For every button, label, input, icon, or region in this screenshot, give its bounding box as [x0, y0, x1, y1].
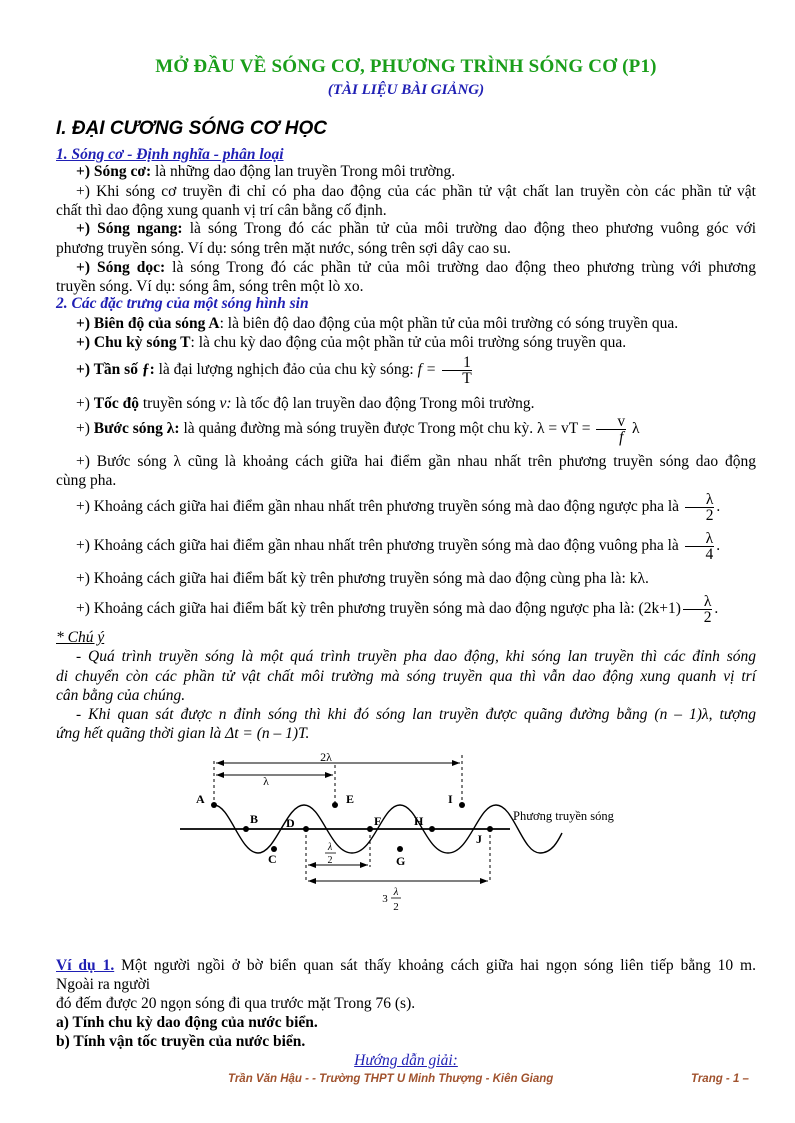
three-coef: 3 — [382, 893, 388, 905]
three-half-den: 2 — [393, 901, 399, 913]
guide-heading: Hướng dẫn giải: — [354, 1052, 458, 1069]
point-J: J — [476, 832, 482, 846]
page-subtitle: (TÀI LIỆU BÀI GIẢNG) — [327, 82, 485, 98]
point-C: C — [268, 852, 277, 866]
note-line-5: ứng hết quãng thời gian là Δt = (n – 1)T. — [56, 725, 310, 742]
line-pha-dao-dong-1: +) Khi sóng cơ truyền đi chỉ có pha dao động của các phần tử vật chất lan truyền còn các phần tử vật — [76, 183, 756, 200]
half-lambda-num: λ — [327, 842, 333, 853]
footer-page-number: Trang - 1 – — [691, 1073, 749, 1085]
point-B: B — [250, 812, 259, 826]
line-buoc-song: +) Bước sóng λ: là quảng đường mà sóng truyền được Trong một chu kỳ. λ = vT = $\frac{v}{f}$ λ — [76, 413, 640, 446]
line-song-ngang-2: phương truyền sóng. Ví dụ: sóng trên mặt nước, sóng trên sợi dây cao su. — [56, 240, 511, 257]
label-lambda: λ — [263, 774, 269, 788]
note-line-3: cân bằng của chúng. — [56, 687, 186, 704]
wave-diagram — [170, 745, 640, 920]
point-D: D — [286, 816, 295, 830]
line-cung-pha-1: +) Bước sóng λ cũng là khoảng cách giữa hai điểm gần nhau nhất trên phương truyền sóng dao động — [76, 453, 756, 470]
three-half-num: λ — [393, 886, 399, 898]
footer-author: Trần Văn Hậu - - Trường THPT U Minh Thượng - Kiên Giang — [228, 1073, 554, 1085]
line-vuong-pha: +) Khoảng cách giữa hai điểm gần nhau nhất trên phương truyền sóng mà dao động vuông pha là $\frac{\lambda}{4}$ . — [76, 530, 721, 563]
fraction-v-over-f: $\frac{v}{f}$ — [596, 414, 626, 445]
page-title: MỞ ĐẦU VỀ SÓNG CƠ, PHƯƠNG TRÌNH SÓNG CƠ (P1) — [155, 56, 657, 77]
fraction-lambda-2: $\frac{\lambda}{2}$ — [685, 492, 715, 523]
subsection-1-heading: 1. Sóng cơ - Định nghĩa - phân loại — [56, 146, 284, 163]
label-2lambda: 2λ — [320, 750, 332, 764]
line-nguoc-pha: +) Khoảng cách giữa hai điểm gần nhau nhất trên phương truyền sóng mà dao động ngược pha là $\frac{\lambda}{2}$ . — [76, 491, 721, 524]
example-label: Ví dụ 1. — [56, 957, 115, 974]
line-bien-do: +) Biên độ của sóng A: là biên độ dao động của một phần tử của môi trường có sóng truyền qua. — [76, 315, 679, 332]
subsection-2-heading: 2. Các đặc trưng của một sóng hình sin — [56, 295, 309, 312]
half-lambda-den: 2 — [327, 855, 333, 866]
example-line-1: Ví dụ 1. Một người ngồi ở bờ biển quan sát thấy khoảng cách giữa hai ngọn sóng liên tiếp bằng 10 m. — [56, 957, 756, 974]
section-heading-1: I. ĐẠI CƯƠNG SÓNG CƠ HỌC — [56, 118, 327, 139]
line-bat-ky-nguoc-pha: +) Khoảng cách giữa hai điểm bất kỳ trên phương truyền sóng mà dao động ngược pha là: (2k+1) $\frac{\lambda}{2}$ . — [76, 593, 719, 626]
example-question-b: b) Tính vận tốc truyền của nước biển. — [56, 1033, 306, 1050]
example-line-3: đó đếm được 20 ngọn sóng đi qua trước mặt Trong 76 (s). — [56, 995, 416, 1012]
line-cung-pha-2: cùng pha. — [56, 472, 117, 489]
note-line-4: - Khi quan sát được n đỉnh sóng thì khi đó sóng lan truyền được quãng đường bằng (n – 1)λ, tượng — [76, 706, 756, 723]
note-heading: * Chú ý — [56, 629, 105, 646]
point-E: E — [346, 792, 355, 806]
note-line-2: di chuyển còn các phần tử vật chất môi trường mà sóng truyền qua thì vẫn dao động xung quanh vị trí — [56, 668, 756, 685]
point-G: G — [396, 854, 406, 868]
line-chu-ky: +) Chu kỳ sóng T: là chu kỳ dao động của một phần tử của môi trường sóng truyền qua. — [76, 334, 627, 351]
fraction-1-over-T: $\frac{1}{T}$ — [442, 355, 472, 386]
example-line-2: Ngoài ra người — [56, 976, 151, 993]
fraction-lambda-2b: $\frac{\lambda}{2}$ — [683, 594, 713, 625]
wave-points — [211, 802, 493, 852]
line-pha-dao-dong-2: chất thì dao động xung quanh vị trí cân bằng cố định. — [56, 202, 387, 219]
point-H: H — [414, 814, 424, 828]
point-F: F — [374, 814, 382, 828]
line-tan-so: +) Tần số ƒ: là đại lượng nghịch đảo của chu kỳ sóng: f = $\frac{1}{T}$ — [76, 354, 472, 387]
line-song-doc-2: truyền sóng. Ví dụ: sóng âm, sóng trên một lò xo. — [56, 278, 364, 295]
line-song-ngang-1: +) Sóng ngang: là sóng Trong đó các phần tử của môi trường dao động theo phương vuông góc với — [76, 220, 757, 237]
line-bat-ky-cung-pha: +) Khoảng cách giữa hai điểm bất kỳ trên phương truyền sóng mà dao động cùng pha là: kλ. — [76, 570, 649, 587]
point-A: A — [196, 792, 205, 806]
example-question-a: a) Tính chu kỳ dao động của nước biển. — [56, 1014, 318, 1031]
direction-label: Phương truyền sóng — [513, 809, 614, 823]
note-line-1: - Quá trình truyền sóng là một quá trình truyền pha dao động, khi sóng lan truyền thì các đỉnh sóng — [76, 648, 756, 665]
line-toc-do: +) Tốc độ truyền sóng v: là tốc độ lan truyền dao động Trong môi trường. — [76, 395, 535, 412]
line-song-co: +) Sóng cơ: là những dao động lan truyền Trong môi trường. — [76, 163, 456, 180]
fraction-lambda-4: $\frac{\lambda}{4}$ — [685, 531, 715, 562]
point-I: I — [448, 792, 453, 806]
line-song-doc-1: +) Sóng dọc: là sóng Trong đó các phần tử của môi trường dao động theo phương trùng với phương — [76, 259, 756, 276]
